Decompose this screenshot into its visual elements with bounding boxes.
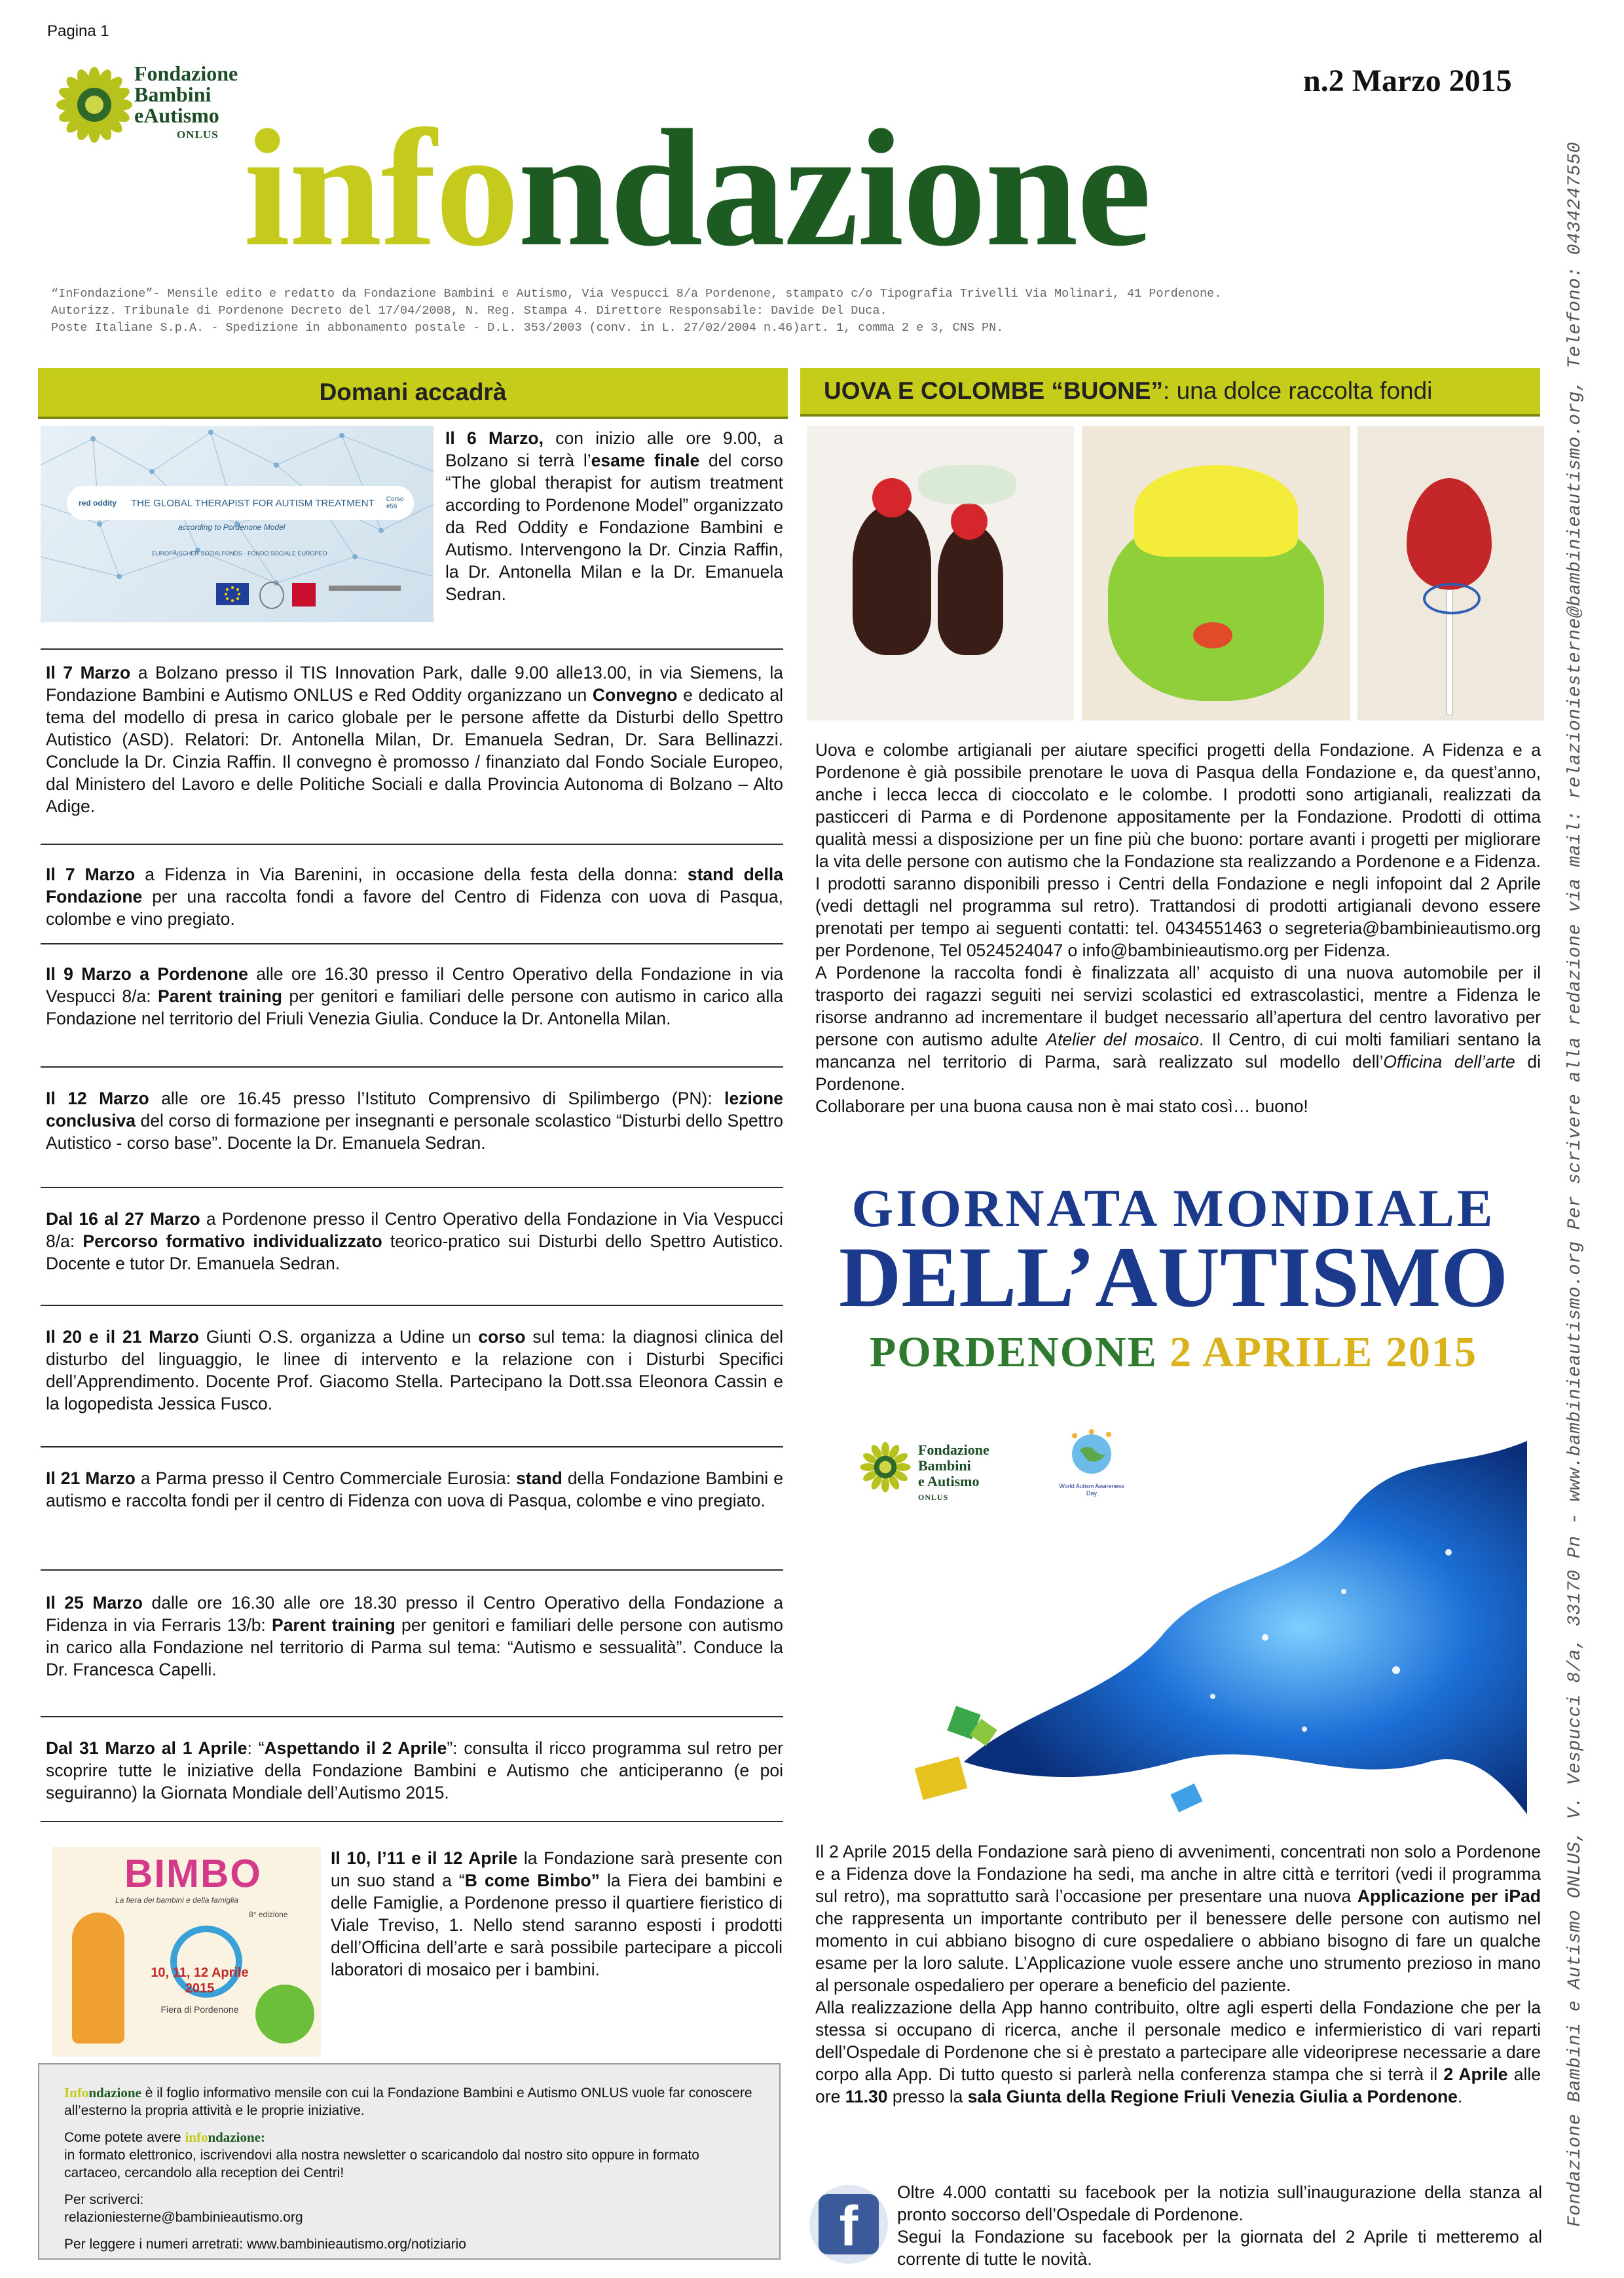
blue-ribbon [1423, 583, 1481, 614]
event-text: della Fondazione Bambini e autismo e raccolta fondi per il centro di Fidenza con uova di Pasqua, colombe e vino pregiato. [46, 1468, 783, 1510]
logo-wordmark [134, 63, 238, 126]
event-text: dalle ore 16.30 alle ore 18.30 presso il Centro Operativo della Fondazione a Fidenza in via Ferraris 13/b: [46, 1593, 783, 1635]
child-figure [72, 1913, 124, 2044]
archive-link-text: Per leggere i numeri arretrati: www.bambinieautismo.org/notiziario [64, 2237, 466, 2252]
banner-brand: red oddity [79, 498, 117, 508]
divider [41, 1821, 783, 1822]
sunflower-logo-icon [55, 65, 134, 144]
divider [41, 844, 783, 845]
event-date: Il 21 Marzo [46, 1468, 136, 1488]
provincia-bolzano-emblem-icon [292, 583, 316, 607]
logo-line-3: eAutismo [134, 103, 219, 127]
header-bold: UOVA E COLOMBE “BUONE” [824, 377, 1164, 404]
bimbo-dates: 10, 11, 12 Aprile 2015 [151, 1966, 249, 1996]
header-rest: : una dolce raccolta fondi [1163, 377, 1433, 404]
masthead-ndazione: ndazione [517, 96, 1151, 281]
banner-title: THE GLOBAL THERAPIST FOR AUTISM TREATMENT [131, 497, 375, 509]
eu-flag-icon [216, 583, 249, 605]
imprint-line: Autorizz. Tribunale di Pordenone Decreto del 17/04/2008, N. Reg. Stampa 4. Direttore Responsabile: Davide Del Duca. [51, 304, 887, 318]
article-italic: Atelier del mosaico [1046, 1030, 1199, 1049]
article-highlight: 2 Aprile [1443, 2064, 1508, 2084]
divider [41, 943, 783, 944]
event-highlight: Parent training [157, 986, 282, 1006]
chocolate-egg [853, 504, 931, 655]
imprint-line: “InFondazione”- Mensile edito e redatto da Fondazione Bambini e Autismo, Via Vespucci 8/a Pordenone, stampato c/o Tipografia Trivelli Via Molinari, 41 Pordenone. [51, 287, 1222, 301]
event-date: Il 7 Marzo [46, 663, 131, 682]
event-date: Il 12 Marzo [46, 1089, 149, 1108]
article-highlight: Applicazione per iPad [1357, 1886, 1541, 1906]
article-paragraph [815, 1996, 1541, 2108]
facebook-note [897, 2181, 1542, 2270]
poster-logo-onlus: ONLUS [918, 1493, 949, 1502]
italian-republic-emblem-icon [259, 582, 284, 609]
event-date: Il 10, l’11 e il 12 Aprile [331, 1848, 518, 1868]
bimbo-subtitle: La fiera dei bambini e della famiglia [115, 1895, 239, 1905]
photo-wrapped-colomba [1082, 426, 1350, 720]
divider [41, 1716, 783, 1717]
divider [41, 648, 783, 650]
divider [41, 1569, 783, 1571]
event-text: a Pordenone presso il Centro Operativo della Fondazione in Via Vespucci 8/a: [46, 1209, 783, 1251]
info-text: è il foglio informativo mensile con cui la Fondazione Bambini e Autismo ONLUS vuole far conoscere all’esterno la propria attività e le proprie iniziative. [64, 2085, 752, 2118]
event-20-21-marzo [46, 1326, 783, 1415]
divider [41, 1066, 783, 1068]
event-12-marzo [46, 1087, 783, 1154]
app-article [815, 1840, 1541, 2108]
event-text: per genitori e familiari delle persone con autismo in carico alla Fondazione nel territorio di Parma sul tema: “Autismo e sessualità”. Conduce la Dr. Francesca Capelli. [46, 1615, 783, 1679]
event-text: alle ore 16.30 presso il Centro Operativo della Fondazione in via Vespucci 8/a: [46, 964, 783, 1006]
info-how [64, 2129, 754, 2182]
event-highlight: esame finale [591, 451, 700, 470]
therapist-course-banner [41, 426, 434, 622]
photo-chocolate-eggs [807, 426, 1074, 720]
info-box [38, 2063, 781, 2260]
facebook-text: Oltre 4.000 contatti su facebook per la notizia sull’inaugurazione della stanza al pronto soccorso dell’Ospedale di Pordenone. [897, 2182, 1542, 2224]
event-6-marzo [445, 427, 783, 605]
article-text: di Pordenone. [815, 1052, 1541, 1094]
article-highlight: sala Giunta della Regione Friuli Venezia Giulia a Pordenone [967, 2087, 1458, 2106]
event-highlight: Percorso formativo individualizzato [83, 1231, 382, 1251]
poster-line-2: DELL’AUTISMO [838, 1229, 1509, 1325]
article-text: presso la [887, 2087, 968, 2106]
side-contact-strip: Fondazione Bambini e Autismo ONLUS, V. Vespucci 8/a, 33170 Pn - www.bambinieautismo.org Per scrivere alla redazione via mail: relazioniesterne@bambinieautismo.org, Telefono: 0434247550 [1565, 141, 1585, 2227]
bimbo-logo: BIMBO [124, 1852, 262, 1895]
issue-number: n.2 Marzo 2015 [1303, 64, 1512, 98]
decorative-ball [255, 1985, 314, 2044]
bimbo-edition: 8° edizione [249, 1910, 288, 1919]
event-date: Dal 16 al 27 Marzo [46, 1209, 200, 1229]
imprint-line: Poste Italiane S.p.A. - Spedizione in abbonamento postale - D.L. 353/2003 (conv. in L. 27/02/2004 n.46)art. 1, comma 2 e 3, CNS PN. [51, 321, 1004, 335]
giornata-mondiale-poster [807, 1166, 1527, 1827]
event-date: Il 9 Marzo a Pordenone [46, 964, 248, 984]
article-text: . [1457, 2087, 1463, 2106]
info-text: Come potete avere [64, 2130, 185, 2145]
event-highlight: Parent training [272, 1615, 396, 1635]
facebook-text: Segui la Fondazione su facebook per la giornata del 2 Aprile ti metteremo al corrente di tutte le novità. [897, 2227, 1542, 2269]
page-number-label: Pagina 1 [47, 22, 109, 40]
logo-onlus: ONLUS [177, 128, 219, 141]
article-text: A Pordenone la raccolta fondi è finalizzata all’ acquisto di una nuova automobile per il trasporto dei ragazzi seguiti nei servizi scolastici ed extrascolastici, mentre a Fidenza le risorse andranno ad incrementare il budget necessario all’apertura del centro lavorativo per persone con autismo adulte [815, 963, 1541, 1049]
brand-info: Info [64, 2085, 89, 2101]
logo-line-1: Fondazione [134, 62, 238, 85]
divider [41, 1187, 783, 1188]
contact-email: relazioniesterne@bambinieautismo.org [64, 2210, 303, 2225]
event-text: del corso di formazione per insegnanti e personale scolastico “Disturbi dello Spettro Autistico - corso base”. Docente la Dr. Emanuela Sedran. [46, 1111, 783, 1153]
event-date: Il 20 e il 21 Marzo [46, 1327, 199, 1347]
event-highlight: Convegno [592, 685, 678, 705]
info-intro [64, 2084, 754, 2119]
photo-chocolate-lollipop [1357, 426, 1544, 720]
logo-strip [329, 586, 401, 591]
bimbo-logo-band [52, 1847, 321, 1893]
info-write [64, 2191, 754, 2226]
facebook-icon[interactable] [809, 2185, 888, 2264]
article-text: . Il Centro, di cui molti familiari sentano la mancanza nel territorio di Parma, sarà realizzato sul modello dell’ [815, 1030, 1541, 1072]
event-text: teorico-pratico sui Disturbi dello Spettro Autistico. Docente e tutor Dr. Emanuela Sedran. [46, 1231, 783, 1273]
red-foil-egg [1407, 478, 1492, 589]
event-text: a Parma presso il Centro Commerciale Eurosia: [135, 1468, 517, 1488]
chocolate-egg [938, 524, 1003, 655]
event-text: per genitori e familiari delle persone con autismo in carico alla Fondazione nel territorio del Friuli Venezia Giulia. Conduce la Dr. Antonella Milan. [46, 986, 783, 1028]
poster-logo-line: Fondazione [918, 1442, 989, 1458]
masthead-info: info [244, 96, 518, 281]
article-paragraph: Uova e colombe artigianali per aiutare specifici progetti della Fondazione. A Fidenza e a Pordenone è già possibile prenotare le uova di Pasqua della Fondazione e, da quest’anno, anche i lecca lecca di cioccolato e le colombe. I prodotti sono artigianali, realizzati da pasticceri di Parma e di Pordenone appositamente per la Fondazione. Prodotti di ottima qualità messi a disposizione per un fine più che buono: portare avanti i progetti per migliorare la vita delle persone con autismo che la Fondazione sta realizzando a Pordenone e a Fidenza. I prodotti saranno disponibili presso i Centri della Fondazione e negli infopoint dal 2 Aprile (vedi dettagli nel programma sul retro). Trattandosi di prodotti artigianali devono essere prenotati per tempo ai seguenti contatti: tel. 0434551463 o segreteria@bambinieautismo.org per Pordenone, Tel 0524524047 o info@bambinieautismo.org per Fidenza. [815, 740, 1541, 960]
uova-article [815, 739, 1541, 1117]
event-text: alle ore 16.45 presso l’Istituto Comprensivo di Spilimbergo (PN): [149, 1089, 725, 1108]
info-text: in formato elettronico, iscrivendovi alla nostra newsletter o scaricandolo dal nostro sito oppure in formato cartaceo, cercandolo alla reception dei Centri! [64, 2148, 699, 2180]
poster-logo-text [918, 1442, 989, 1505]
poster-logo-line: Bambini [918, 1457, 971, 1474]
red-bow [951, 503, 987, 540]
poster-date: 2 APRILE 2015 [1170, 1328, 1477, 1376]
banner-fse-it: FONDO SOCIALE EUROPEO [248, 550, 327, 557]
facebook-logo-icon: f [819, 2194, 879, 2254]
article-text: alle ore [815, 2064, 1541, 2106]
event-21-marzo [46, 1467, 783, 1512]
event-text: a Bolzano presso il TIS Innovation Park, dalle 9.00 alle13.00, in via Siemens, la Fondazione Bambini e Autismo ONLUS e Red Oddity organizzano un [46, 663, 783, 705]
poster-city: PORDENONE [870, 1328, 1170, 1376]
poster-logo-line: e Autismo [918, 1473, 980, 1489]
event-highlight: stand della Fondazione [46, 865, 783, 906]
event-date: Il 25 Marzo [46, 1593, 143, 1613]
event-31-marzo [46, 1737, 783, 1804]
event-highlight: lezione conclusiva [46, 1089, 783, 1130]
banner-subtitle: according to Pordenone Model [178, 523, 286, 532]
red-bow [872, 478, 912, 517]
article-paragraph [815, 962, 1541, 1095]
event-highlight: B come Bimbo” [464, 1871, 600, 1890]
event-date: Il 7 Marzo [46, 865, 136, 884]
sunflower-logo-icon [859, 1441, 912, 1493]
event-7-marzo-fidenza [46, 863, 783, 930]
world-autism-day-logo [1056, 1428, 1128, 1506]
heart-tag [1193, 622, 1232, 648]
bimbo-place: Fiera di Pordenone [160, 2004, 239, 2015]
event-b-come-bimbo [331, 1847, 783, 1981]
divider [41, 1446, 783, 1447]
masthead-title [244, 97, 1150, 280]
section-header-domani: Domani accadrà [38, 368, 788, 419]
event-date: Dal 31 Marzo al 1 Aprile [46, 1738, 248, 1758]
brand-ndazione: ndazione: [208, 2129, 265, 2145]
article-text: che rappresenta un importante contributo per il benessere delle persone con autismo nel momento in cui abbiano bisogno di cure ospedaliere o abbiano bisogno di fare un qualche esame per la loro salute. L’Applicazione vuole essere anche uno strumento prezioso in mano al personale ospedaliero per operare a beneficio del paziente. [815, 1909, 1541, 1995]
poster-line-3 [833, 1328, 1514, 1377]
event-text: ”: consulta il ricco programma sul retro per scoprire tutte le iniziative della Fondazione Bambini e Autismo che anticiperanno (e poi seguiranno) la Giornata Mondiale dell’Autismo 2015. [46, 1738, 783, 1802]
event-text: per una raccolta fondi a favore del Centro di Fidenza con uova di Pasqua, colombe e vino pregiato. [46, 887, 783, 929]
article-text: Il 2 Aprile 2015 della Fondazione sarà pieno di avvenimenti, concentrati non solo a Pordenone e a Fidenza dove la Fondazione ha sedi, ma anche in altre città e territori (vedi il programma sul retro), ma soprattutto sarà l’occasione per presentare una nuova [815, 1842, 1541, 1906]
event-date: Il 6 Marzo, [445, 428, 544, 448]
cellophane [918, 465, 1016, 504]
b-come-bimbo-poster [52, 1847, 321, 2057]
banner-fse-de: EUROPÄISCHER SOZIALFONDS [152, 550, 243, 557]
article-paragraph: Collaborare per una buona causa non è mai stato così… buono! [815, 1096, 1308, 1116]
event-highlight: corso [478, 1327, 526, 1347]
logo-line-2: Bambini [134, 83, 212, 106]
banner-corso: Corso #56 [386, 496, 404, 510]
divider [41, 1305, 783, 1306]
event-text: la Fiera dei bambini e delle Famiglie, a Pordenone presso il quartiere fieristico di Viale Treviso, 1. Nello stend saranno esposti i prodotti dell’Officina dell’arte e sarà possibile partecipare a piccoli laboratori di mosaico per i bambini. [331, 1871, 783, 1979]
brand-ndazione: ndazione [88, 2085, 141, 2101]
waad-caption: World Autism Awareness Day [1059, 1483, 1124, 1497]
event-25-marzo [46, 1592, 783, 1681]
event-text: del corso “The global therapist for autism treatment according to Pordenone Model” organizzato da Red Oddity e Fondazione Bambini e Autismo. Intervengono la Dr. Cinzia Raffin, la Dr. Antonella Milan e la Dr. Emanuela Sedran. [445, 451, 784, 604]
event-text: sul tema: la diagnosi clinica del disturbo del linguaggio, le linee di intervento e la relazione con i Disturbi Specifici dell’Apprendimento. Docente Prof. Giacomo Stella. Partecipano la Dott.ssa Eleonora Cassin e la logopedista Jessica Fusco. [46, 1327, 783, 1413]
yellow-wrapping [1134, 465, 1298, 557]
poster-foundation-logo [859, 1428, 1056, 1513]
globe-icon [1065, 1428, 1118, 1480]
event-text: a Fidenza in Via Barenini, in occasione della festa della donna: [135, 865, 688, 884]
poster-line-1: GIORNATA MONDIALE [851, 1178, 1496, 1238]
event-text: : “ [247, 1738, 265, 1758]
event-highlight: Aspettando il 2 Aprile [264, 1738, 447, 1758]
event-text: la Fondazione sarà presente con un suo stand a “ [331, 1848, 783, 1890]
article-italic: Officina dell’arte [1383, 1052, 1515, 1072]
event-highlight: stand [516, 1468, 563, 1488]
article-paragraph [815, 1840, 1541, 1996]
event-16-27-marzo [46, 1208, 783, 1275]
banner-title-pill [67, 486, 414, 520]
imprint-block [51, 286, 1524, 337]
section-header-uova [800, 368, 1540, 417]
info-text: Per scriverci: [64, 2192, 144, 2207]
event-9-marzo [46, 963, 783, 1030]
event-text: Giunti O.S. organizza a Udine un [198, 1327, 479, 1347]
article-text: Alla realizzazione della App hanno contribuito, oltre agli esperti della Fondazione che per la stessa si occupano di ricerca, anche il personale medico e infermieristico di vari reparti dell’Ospedale di Pordenone che si è prestato a partecipare alle videoriprese necessarie a dare corpo alla App. Di tutto questo si parlerà nella conferenza stampa che si terrà il [815, 1998, 1541, 2084]
brand-info: info [185, 2129, 208, 2145]
article-highlight: 11.30 [845, 2087, 888, 2106]
event-7-marzo-bolzano [46, 662, 783, 817]
event-text: e dedicato al tema del modello di presa in carico globale per le persone affette da Disturbi dello Spettro Autistico (ASD). Relatori: Dr. Antonella Milan, Dr. Emanuela Sedran, Dr. Sara Bellinazzi. Conclude la Dr. Cinzia Raffin. Il convegno è promosso / finanziato dal Fondo Sociale Europeo, dal Ministero del Lavoro e delle Politiche Sociali e dalla Provincia Autonoma di Bolzano – Alto Adige. [46, 685, 783, 816]
banner-fse: EUROPÄISCHER SOZIALFONDS · FONDO SOCIALE EUROPEO [152, 550, 327, 557]
event-text: con inizio alle ore 9.00, a Bolzano si terrà l’ [445, 428, 783, 470]
